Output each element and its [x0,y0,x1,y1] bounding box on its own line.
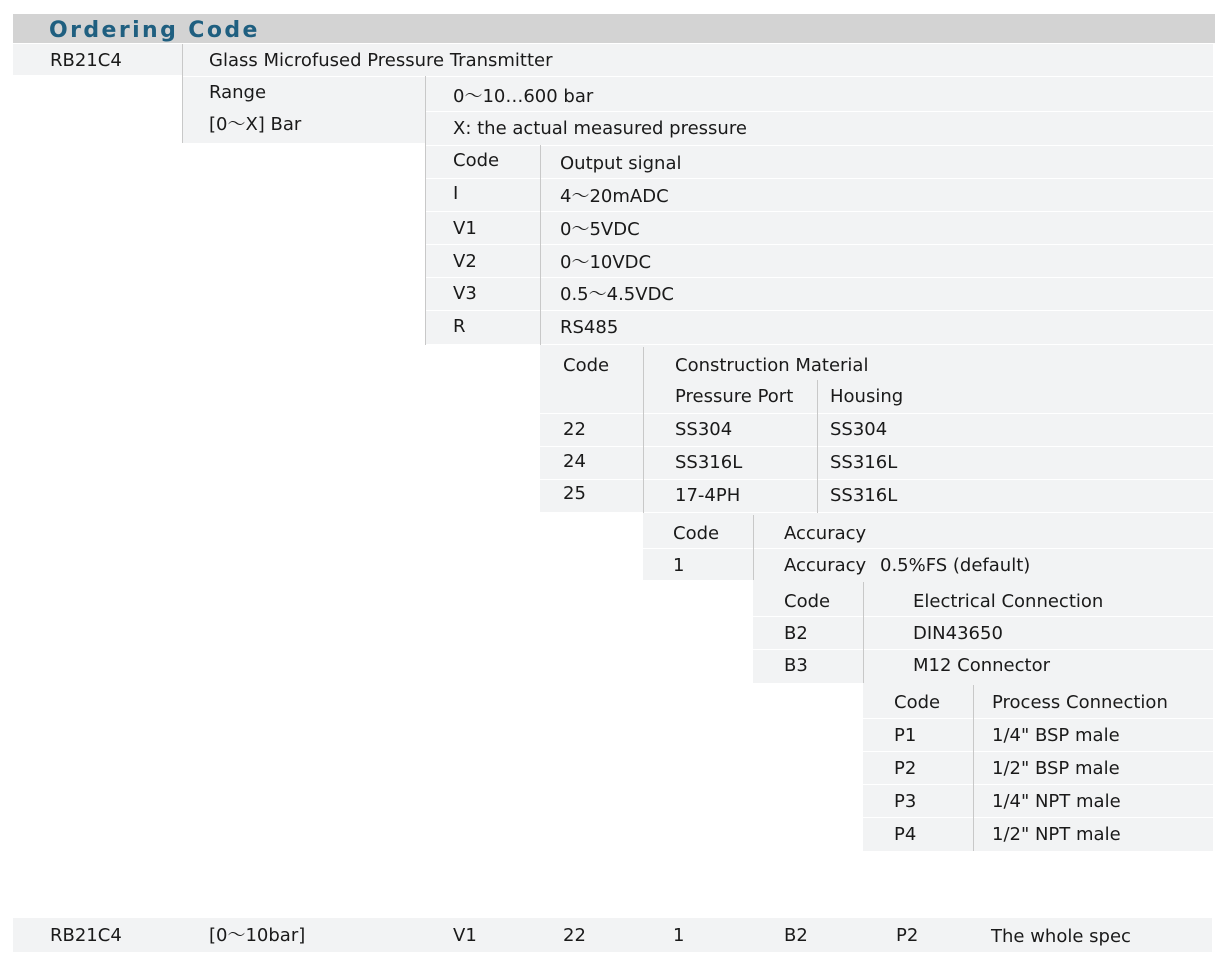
output-desc: 0～5VDC [560,219,640,240]
row-divider [426,111,1213,112]
page-title: Ordering Code [49,18,260,43]
electrical-desc: DIN43650 [913,623,1003,644]
material-port: 17-4PH [675,485,741,506]
output-desc: 4～20mADC [560,186,669,207]
process-code-header: Code [894,692,941,713]
column-divider [425,76,426,345]
accuracy-code-header: Code [673,523,720,544]
example-material: 22 [563,925,586,946]
model-name: Glass Microfused Pressure Transmitter [209,50,553,71]
process-desc: 1/2" BSP male [992,758,1120,779]
process-desc: 1/4" BSP male [992,725,1120,746]
row-divider [426,244,1213,245]
column-divider [863,582,864,683]
range-label: Range [209,82,267,103]
row-divider [643,548,1213,549]
material-code: 24 [563,451,586,472]
row-divider [426,211,1213,212]
electrical-code-header: Code [784,591,831,612]
output-code: V1 [453,218,477,239]
accuracy-label: Accuracy [784,555,867,576]
example-output: V1 [453,925,477,946]
range-unit-label: [0～X] Bar [209,114,302,135]
process-desc: 1/2" NPT male [992,824,1121,845]
row-divider [426,178,1213,179]
row-divider [863,718,1213,719]
output-desc: 0～10VDC [560,252,652,273]
row-divider [863,751,1213,752]
row-divider [863,784,1213,785]
row-divider [426,145,1213,146]
material-code: 22 [563,419,586,440]
output-code: I [453,183,459,204]
process-code: P2 [894,758,917,779]
row-divider [540,512,1213,513]
output-code: V2 [453,251,477,272]
row-divider [540,479,1213,480]
output-code: R [453,316,466,337]
process-desc: 1/4" NPT male [992,791,1121,812]
row-divider [540,413,1213,414]
column-divider [182,44,183,143]
column-divider [973,685,974,851]
row-divider [540,446,1213,447]
row-divider [426,344,1213,345]
electrical-title: Electrical Connection [913,591,1104,612]
example-model: RB21C4 [50,925,122,946]
range-note: X: the actual measured pressure [453,118,747,139]
material-housing: SS316L [830,485,898,506]
example-label: The whole spec [991,926,1131,947]
process-code: P3 [894,791,917,812]
process-title: Process Connection [992,692,1168,713]
example-process: P2 [896,925,919,946]
material-housing-header: Housing [830,386,904,407]
column-divider [540,145,541,345]
range-value: 0～10…600 bar [453,86,594,107]
material-code-header: Code [563,355,610,376]
output-desc: RS485 [560,317,619,338]
row-divider [183,76,1213,77]
row-divider [426,277,1213,278]
row-divider [863,817,1213,818]
example-range: [0～10bar] [209,925,306,946]
material-housing: SS304 [830,419,888,440]
row-divider [426,310,1213,311]
electrical-code: B3 [784,655,808,676]
electrical-code: B2 [784,623,808,644]
column-divider [753,515,754,580]
material-port: SS304 [675,419,733,440]
row-divider [753,616,1213,617]
example-electrical: B2 [784,925,808,946]
column-divider [817,380,818,513]
output-title: Output signal [560,153,682,174]
accuracy-title: Accuracy [784,523,867,544]
accuracy-code: 1 [673,555,685,576]
accuracy-value: 0.5%FS (default) [880,555,1031,576]
output-code-header: Code [453,150,500,171]
material-title: Construction Material [675,355,869,376]
column-divider [643,347,644,513]
row-divider [753,649,1213,650]
process-code: P4 [894,824,917,845]
model-code: RB21C4 [50,50,122,71]
output-code: V3 [453,283,477,304]
process-code: P1 [894,725,917,746]
material-port-header: Pressure Port [675,386,794,407]
material-code: 25 [563,483,586,504]
material-housing: SS316L [830,452,898,473]
electrical-desc: M12 Connector [913,655,1050,676]
material-port: SS316L [675,452,743,473]
example-accuracy: 1 [673,925,685,946]
output-desc: 0.5～4.5VDC [560,284,674,305]
